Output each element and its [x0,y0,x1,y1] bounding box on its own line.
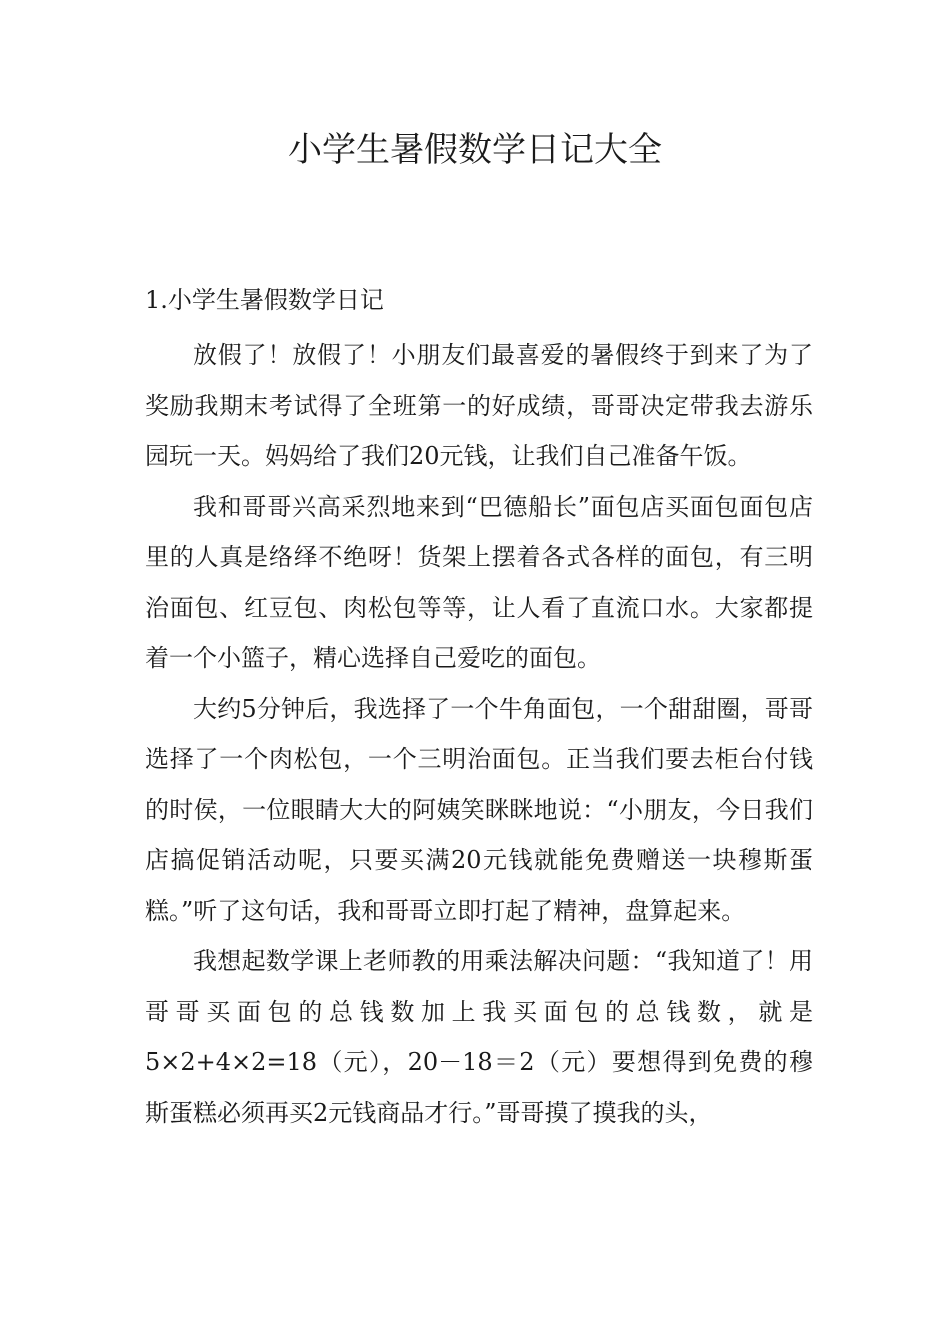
paragraph-1: 放假了！放假了！小朋友们最喜爱的暑假终于到来了为了奖励我期末考试得了全班第一的好成绩，哥哥决定带我去游乐园玩一天。妈妈给了我们20元钱，让我们自己准备午饭。 [145,341,813,470]
paragraph-2: 我和哥哥兴高采烈地来到“巴德船长”面包店买面包面包店里的人真是络绎不绝呀！货架上摆着各式各样的面包，有三明治面包、红豆包、肉松包等等，让人看了直流口水。大家都提着一个小篮子，精心选择自己爱吃的面包。 [145,492,813,672]
document-body [145,280,813,1138]
section-heading: 1.小学生暑假数学日记 [145,286,384,314]
paragraph-3: 大约5分钟后，我选择了一个牛角面包，一个甜甜圈，哥哥选择了一个肉松包，一个三明治面包。正当我们要去柜台付钱的时侯，一位眼睛大大的阿姨笑眯眯地说：“小朋友，今日我们店搞促销活动呢，只要买满20元钱就能免费赠送一块穆斯蛋糕。”听了这句话，我和哥哥立即打起了精神，盘算起来。 [145,694,813,925]
document-title: 小学生暑假数学日记大全 [288,130,662,170]
paragraph-4: 我想起数学课上老师教的用乘法解决问题：“我知道了！用哥哥买面包的总钱数加上我买面包的总钱数，就是5×2+4×2=18（元），20－18＝2（元）要想得到免费的穆斯蛋糕必须再买2元钱商品才行。”哥哥摸了摸我的头， [145,947,813,1127]
